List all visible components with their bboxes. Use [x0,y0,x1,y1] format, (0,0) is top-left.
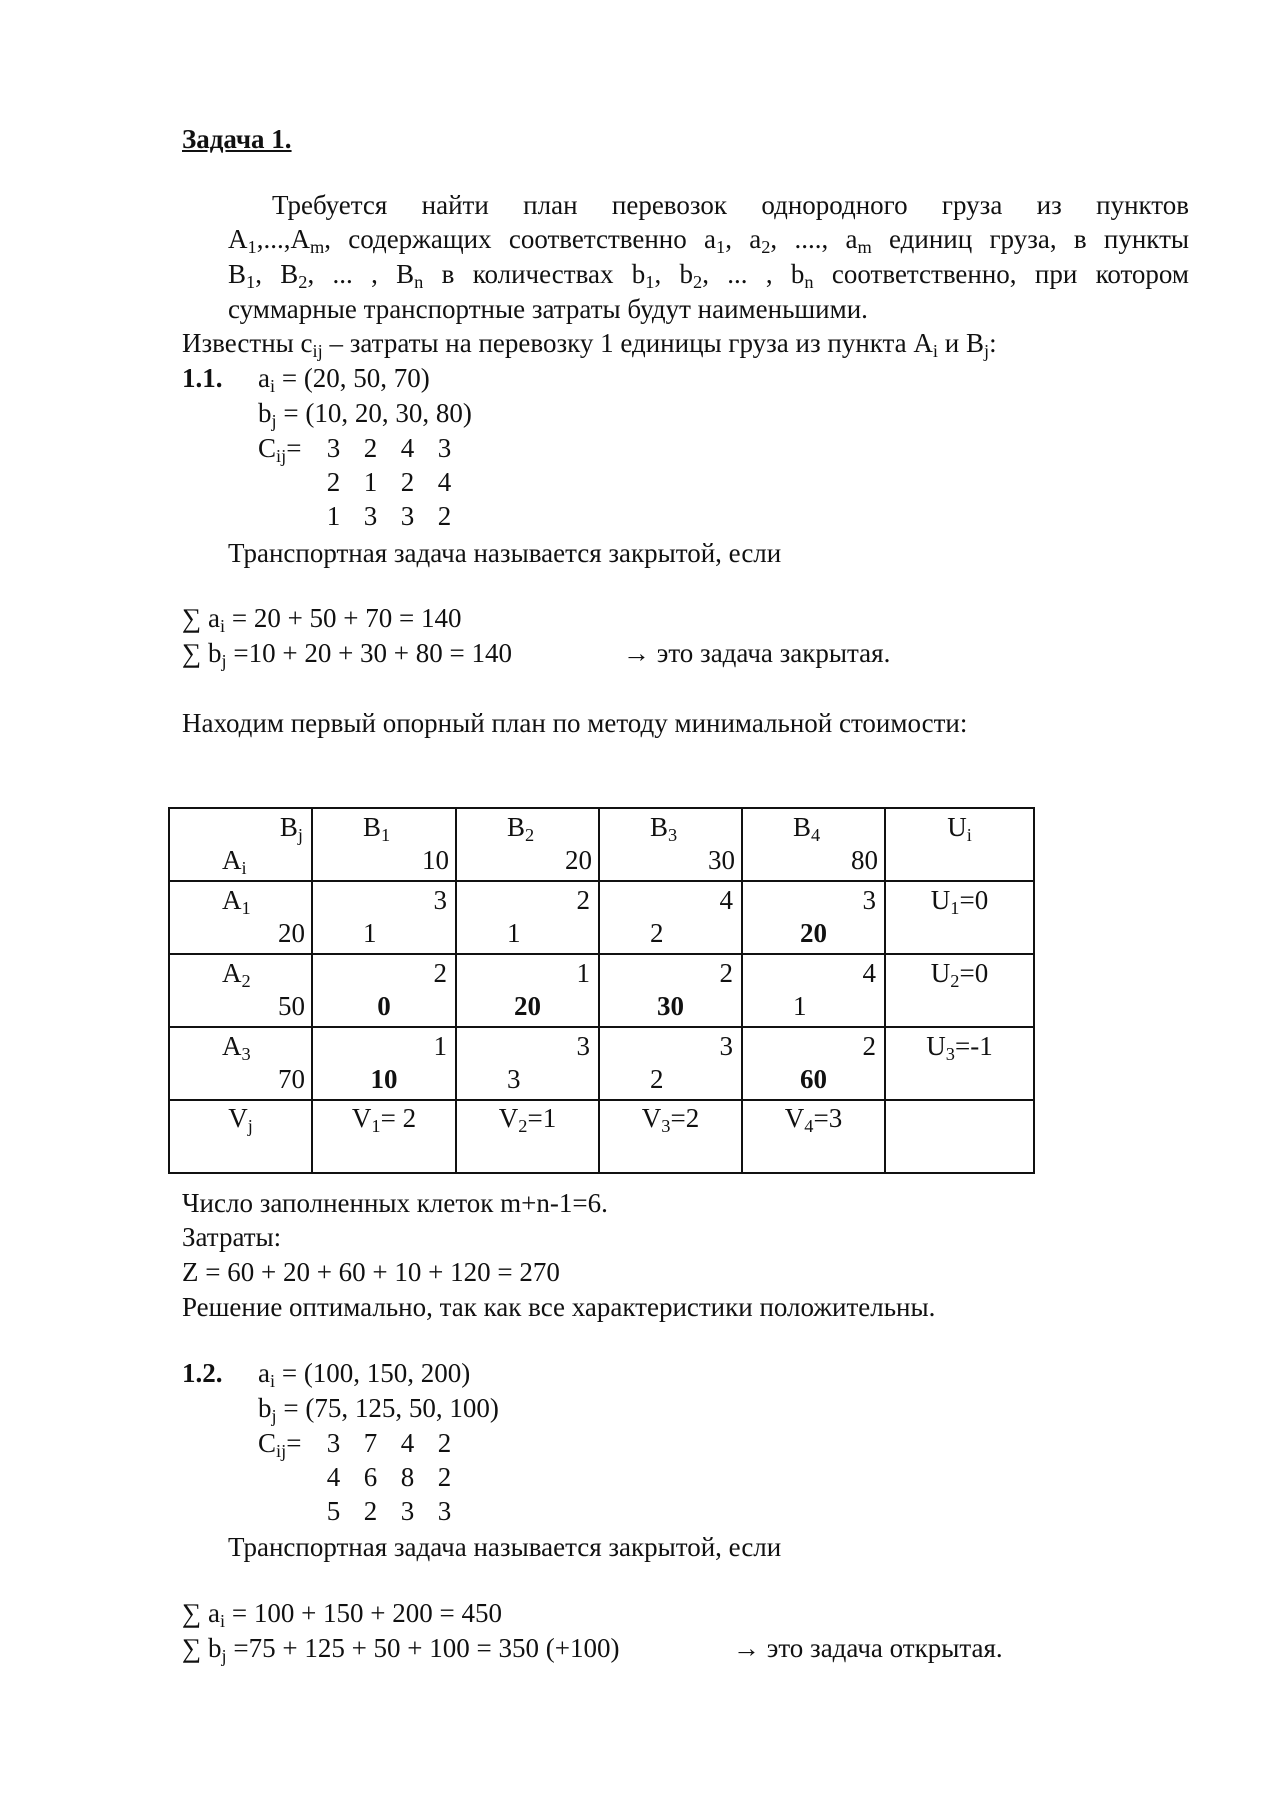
matrix-value: 2 [326,467,341,497]
matrix-value: 2 [363,433,378,463]
table-row [169,954,1034,1027]
cell-cost: 4 [862,958,876,988]
matrix-row [315,431,463,465]
table-row [169,1027,1034,1100]
v-value: $V_1= 2$ [351,1103,417,1137]
table-cell [742,954,885,1027]
task-1-1-a-vector: $a_i = (20$, 50, 70) [258,363,430,397]
matrix-value: 4 [400,433,415,463]
table-cell [456,1027,599,1100]
cell-value: 0 [377,991,391,1021]
header-b3 [599,808,742,881]
matrix-value: 8 [400,1462,415,1492]
table-cell [599,954,742,1027]
cell-cost: 2 [576,885,590,915]
row-name: $A_2$ [222,958,251,992]
task-1-1-sum-a: ∑ $a_i = 20 + 50 + 70 = 140$ [182,603,462,637]
cell-value: 2 [650,1064,664,1094]
intro-line-1: Требуется найти план перевозок однородного груза из пунктов [272,190,1189,220]
cell-value: 1 [793,991,807,1021]
known-costs-line: Известны $c_{ij}$ – затраты на перевозку 1 единицы груза из пункта $A_i$ и $B_j$: [182,328,997,362]
header-ui [885,808,1034,881]
header-b2 [456,808,599,881]
table-row [169,881,1034,954]
task-1-2-conclusion: → это задача открытая. [733,1633,1003,1663]
col-supply: 80 [851,845,878,875]
matrix-row [315,465,463,499]
task-1-2-c-label: $C_{ij}=$ [258,1428,302,1462]
row-amount: 70 [278,1064,305,1094]
matrix-value: 3 [400,501,415,531]
table-footer-row [169,1100,1034,1173]
cell-value: 60 [800,1064,827,1094]
cell-value: 30 [657,991,684,1021]
cell-cost: 3 [433,885,447,915]
table-cell [456,954,599,1027]
optimal-text: Решение оптимально, так как все характеристики положительны. [182,1292,936,1322]
row-header-cell [169,1027,312,1100]
bj-label: $B_j$ [279,812,303,846]
cell-cost: 2 [433,958,447,988]
cell-value: 10 [370,1064,398,1094]
task-1-1-matrix [315,431,463,533]
corner-cell [169,808,312,881]
ai-label: $A_i$ [222,845,247,879]
matrix-value: 2 [363,1496,378,1526]
intro-line-3: $B_1$, $B_2$, ... , $B_n$ в количествах $b_1$, $b_2$, ... , $b_n$ соответственно, при котором [228,259,1189,293]
task-1-2-closed-text: Транспортная задача называется закрытой, если [228,1532,782,1562]
task-1-1-conclusion: → это задача закрытая. [623,638,891,668]
costs-label: Затраты: [182,1222,282,1252]
table-cell [742,1027,885,1100]
header-b4 [742,808,885,881]
matrix-value: 4 [400,1428,415,1458]
v4-cell [742,1100,885,1173]
matrix-value: 3 [326,433,341,463]
task-1-1-sum-b: ∑ $b_j =10 + 20 + 30 + 80 = 140$ [182,638,512,672]
empty-cell [885,1100,1034,1173]
matrix-value: 3 [437,1496,452,1526]
matrix-value: 2 [437,501,452,531]
matrix-row [315,1426,463,1460]
col-name: $B_2$ [507,812,535,846]
table-cell [312,1027,456,1100]
matrix-row [315,1460,463,1494]
u-value: $U_2=0$ [930,958,989,992]
page-title: Задача 1. [182,124,292,154]
matrix-value: 7 [363,1428,378,1458]
matrix-value: 5 [326,1496,341,1526]
matrix-row [315,1494,463,1528]
intro-line-2: $A_1,...,A_m$, содержащих соответственно $a_1$, $a_2$, ...., $a_m$ единиц груза, в пункты [228,224,1190,258]
vj-cell [169,1100,312,1173]
row-header-cell [169,954,312,1027]
v3-cell [599,1100,742,1173]
method-text: Находим первый опорный план по методу минимальной стоимости: [182,708,968,738]
cell-cost: 1 [433,1031,447,1061]
matrix-value: 3 [400,1496,415,1526]
cell-value: 1 [507,918,521,948]
v-value: $V_2=1$ [498,1103,557,1137]
matrix-value: 2 [437,1462,452,1492]
transport-table [168,807,1035,1174]
v1-cell [312,1100,456,1173]
cell-value: 2 [650,918,664,948]
task-1-1-closed-text: Транспортная задача называется закрытой, если [228,538,782,568]
u-value: $U_3=-1$ [926,1031,993,1065]
task-1-2-b-vector: $b_j = (75$, 125, 50, 100) [258,1393,499,1427]
matrix-value: 1 [363,467,378,497]
matrix-value: 4 [326,1462,341,1492]
matrix-value: 4 [437,467,452,497]
matrix-value: 6 [363,1462,378,1492]
v-value: $V_3=2$ [641,1103,700,1137]
z-value: Z = 60 + 20 + 60 + 10 + 120 = 270 [182,1257,560,1287]
task-1-2-sum-b: ∑ $b_j =75 + 125 + 50 + 100 = 350$ (+100) [182,1633,620,1667]
table-cell [742,881,885,954]
task-1-1-number: 1.1. [182,363,223,393]
row-amount: 20 [278,918,305,948]
table-cell [312,954,456,1027]
task-1-2-a-vector: $a_i = (100$, 150, 200) [258,1358,471,1392]
col-supply: 10 [422,845,449,875]
row-header-cell [169,881,312,954]
u-cell [885,1027,1034,1100]
filled-cells-text: Число заполненных клеток m+n-1=6. [182,1188,608,1218]
u-cell [885,954,1034,1027]
cell-value: 20 [514,991,541,1021]
cell-value: 20 [800,918,827,948]
table-cell [312,881,456,954]
col-supply: 20 [565,845,592,875]
col-supply: 30 [708,845,735,875]
matrix-value: 3 [326,1428,341,1458]
matrix-value: 1 [326,501,341,531]
row-name: $A_1$ [222,885,251,919]
task-1-1-c-label: $C_{ij}=$ [258,433,302,467]
row-amount: 50 [278,991,305,1021]
cell-cost: 3 [719,1031,733,1061]
matrix-value: 3 [363,501,378,531]
cell-cost: 3 [862,885,876,915]
cell-cost: 4 [719,885,733,915]
cell-cost: 3 [576,1031,590,1061]
u-value: $U_1=0$ [930,885,989,919]
matrix-value: 2 [400,467,415,497]
v2-cell [456,1100,599,1173]
task-1-2-sum-a: ∑ $a_i = 100 + 150 + 200 = 450$ [182,1598,503,1632]
row-name: $A_3$ [222,1031,251,1065]
ui-label: $U_i$ [947,812,972,846]
matrix-row [315,499,463,533]
cell-cost: 1 [576,958,590,988]
intro-line-4: суммарные транспортные затраты будут наименьшими. [228,294,868,324]
header-b1 [312,808,456,881]
matrix-value: 3 [437,433,452,463]
cell-value: 1 [363,918,377,948]
table-header-row [169,808,1034,881]
col-name: $B_3$ [650,812,678,846]
task-1-2-matrix [315,1426,463,1528]
table-cell [599,1027,742,1100]
task-1-2-number: 1.2. [182,1358,223,1388]
v-value: $V_4=3$ [784,1103,843,1137]
vj-label: $V_j$ [228,1103,253,1137]
table-cell [599,881,742,954]
task-1-1-b-vector: $b_j = (10$, 20, 30, 80) [258,398,472,432]
cell-value: 3 [507,1064,521,1094]
table-cell [456,881,599,954]
cell-cost: 2 [719,958,733,988]
col-name: $B_4$ [793,812,821,846]
col-name: $B_1$ [363,812,391,846]
matrix-value: 2 [437,1428,452,1458]
u-cell [885,881,1034,954]
cell-cost: 2 [862,1031,876,1061]
